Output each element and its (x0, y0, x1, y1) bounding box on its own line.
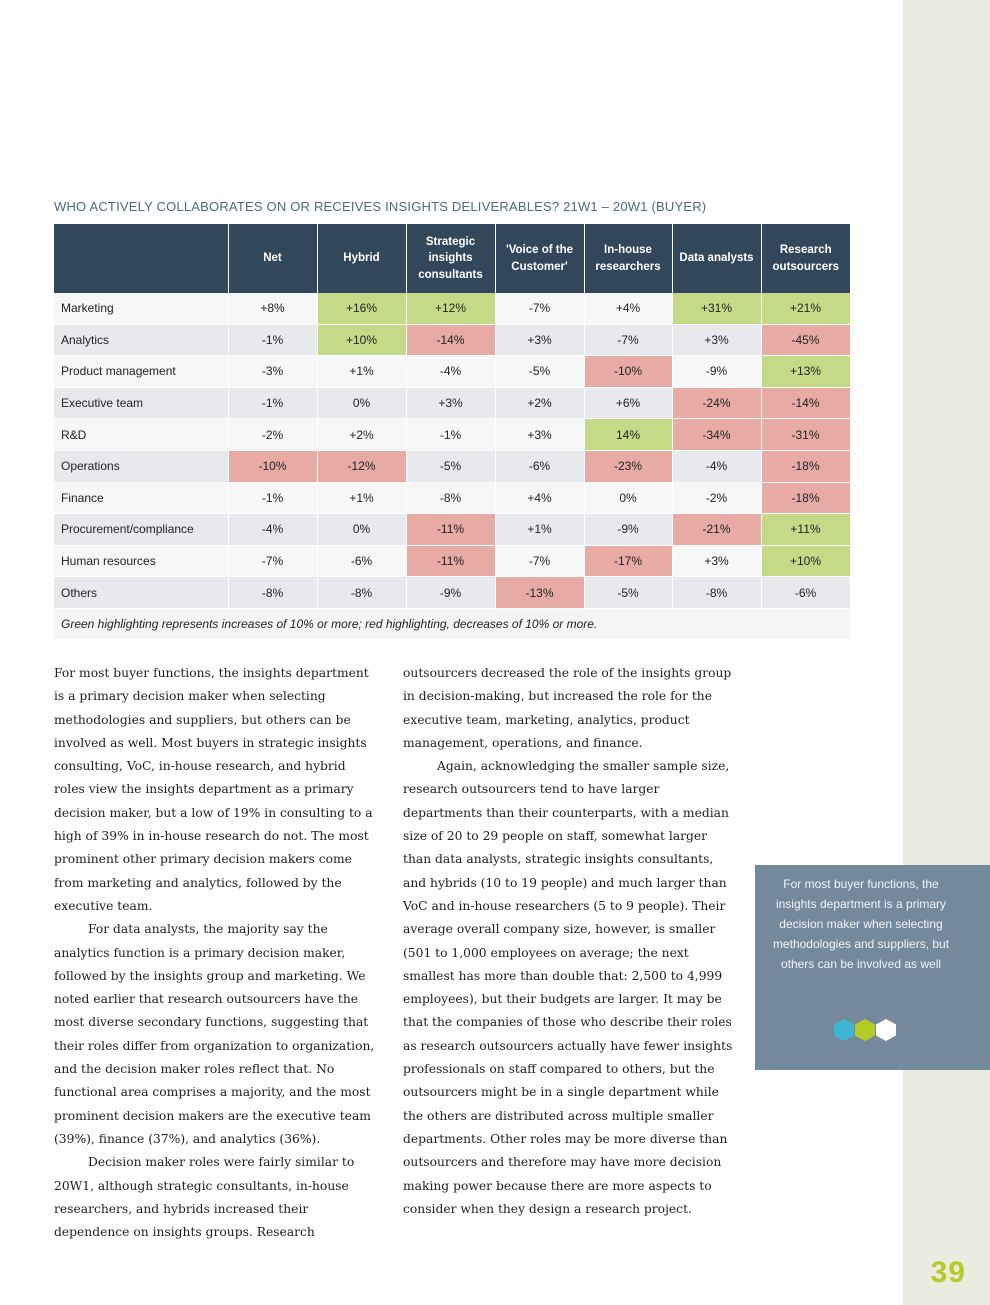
table-cell: -8% (672, 577, 761, 609)
table-cell: -23% (584, 450, 672, 482)
table-cell: +6% (584, 387, 672, 419)
table-cell: -8% (406, 482, 495, 514)
sidebar-strip (903, 0, 990, 1305)
table-cell: +3% (495, 419, 584, 451)
table-row (54, 545, 850, 577)
body-column-right (403, 662, 733, 1221)
row-label: Marketing (54, 293, 228, 324)
paragraph: Again, acknowledging the smaller sample size, research outsourcers tend to have larger departments than their counterparts, with a median size of 20 to 29 people on staff, somewhat larger than data analysts, strategic insights consultants, and hybrids (10 to 19 people) and much larger than VoC and in-house researchers (5 to 9 people). Their average overall company size, however, is smaller (501 to 1,000 employees on average; the next smallest has more than double that: 2,500 to 4,999 employees), but their budgets are larger. It may be that the companies of those who describe their roles as research outsourcers actually have fewer insights professionals on staff compared to others, but the outsourcers might be in a single department while the others are distributed across multiple smaller departments. Other roles may be more diverse than outsourcers and therefore may have more decision making power because there are more aspects to consider when they design a research project. (403, 759, 733, 1216)
table-cell: +1% (317, 356, 406, 388)
header-cell: Data analysts (672, 224, 761, 293)
table-row (54, 387, 850, 419)
table-header-row (54, 224, 850, 293)
table-cell: +1% (317, 482, 406, 514)
header-cell: Strategic insights consultants (406, 224, 495, 293)
header-cell: Net (228, 224, 317, 293)
table-cell: -7% (584, 324, 672, 356)
table-row (54, 450, 850, 482)
table-cell: -10% (228, 450, 317, 482)
table-cell: -4% (406, 356, 495, 388)
hexagon-white-icon (875, 1018, 897, 1042)
table-cell: -10% (584, 356, 672, 388)
body-column-left (54, 662, 376, 1244)
header-cell: Research outsourcers (761, 224, 850, 293)
table-cell: +16% (317, 293, 406, 324)
row-label: Others (54, 577, 228, 609)
table-cell: -4% (672, 450, 761, 482)
page-number: 39 (930, 1256, 966, 1289)
table-cell: -24% (672, 387, 761, 419)
table-cell: -31% (761, 419, 850, 451)
table-cell: -1% (228, 324, 317, 356)
table-cell: +10% (761, 545, 850, 577)
table-cell: -21% (672, 514, 761, 546)
table-cell: -18% (761, 482, 850, 514)
table-footnote: Green highlighting represents increases of 10% or more; red highlighting, decreases of 10% or more. (54, 608, 850, 639)
paragraph: For data analysts, the majority say the analytics function is a primary decision maker, followed by the insights group and marketing. We noted earlier that research outsourcers have the most diverse secondary functions, suggesting that their roles differ from organization to organization, and the decision maker roles reflect that. No functional area comprises a majority, and the most prominent decision makers are the executive team (39%), finance (37%), and analytics (36%). (54, 922, 375, 1146)
table-cell: +3% (406, 387, 495, 419)
table-cell: -13% (495, 577, 584, 609)
row-label: R&D (54, 419, 228, 451)
table-cell: -17% (584, 545, 672, 577)
table-cell: -5% (584, 577, 672, 609)
table-cell: +4% (584, 293, 672, 324)
table-cell: +3% (495, 324, 584, 356)
header-cell: In-house researchers (584, 224, 672, 293)
table-cell: -18% (761, 450, 850, 482)
table-cell: -14% (406, 324, 495, 356)
table-cell: -7% (495, 293, 584, 324)
header-cell (54, 224, 228, 293)
table-cell: -9% (406, 577, 495, 609)
table-cell: -9% (584, 514, 672, 546)
table-cell: +3% (672, 324, 761, 356)
row-label: Operations (54, 450, 228, 482)
table-cell: +21% (761, 293, 850, 324)
header-cell: Hybrid (317, 224, 406, 293)
table-cell: -4% (228, 514, 317, 546)
table-cell: -11% (406, 545, 495, 577)
row-label: Product management (54, 356, 228, 388)
table-cell: -2% (228, 419, 317, 451)
table-cell: -1% (228, 482, 317, 514)
hexagon-decoration (833, 1018, 897, 1042)
table-cell: +11% (761, 514, 850, 546)
table-row (54, 324, 850, 356)
table-row (54, 514, 850, 546)
table-cell: -3% (228, 356, 317, 388)
table-cell: 14% (584, 419, 672, 451)
table-row (54, 293, 850, 324)
table-row (54, 356, 850, 388)
paragraph: outsourcers decreased the role of the insights group in decision-making, but increased the role for the executive team, marketing, analytics, product management, operations, and finance. (403, 666, 732, 750)
row-label: Human resources (54, 545, 228, 577)
table-cell: -9% (672, 356, 761, 388)
table-cell: -7% (228, 545, 317, 577)
table-cell: +31% (672, 293, 761, 324)
data-table (54, 224, 851, 640)
table-cell: +8% (228, 293, 317, 324)
pull-quote-callout (755, 865, 990, 1070)
hexagon-green-icon (854, 1018, 876, 1042)
table-cell: 0% (584, 482, 672, 514)
table-cell: -6% (317, 545, 406, 577)
row-label: Finance (54, 482, 228, 514)
table-cell: -5% (406, 450, 495, 482)
table-cell: +4% (495, 482, 584, 514)
table-cell: -45% (761, 324, 850, 356)
table-cell: +12% (406, 293, 495, 324)
table-cell: -14% (761, 387, 850, 419)
header-cell: 'Voice of the Customer' (495, 224, 584, 293)
paragraph: For most buyer functions, the insights department is a primary decision maker when selecting methodologies and suppliers, but others can be involved as well. Most buyers in strategic insights consulting, VoC, in-house research, and hybrid roles view the insights department as a primary decision maker, but a low of 19% in consulting to a high of 39% in in-house research do not. The most prominent other primary decision makers come from marketing and analytics, followed by the executive team. (54, 666, 373, 913)
table-title: WHO ACTIVELY COLLABORATES ON OR RECEIVES INSIGHTS DELIVERABLES? 21W1 – 20W1 (BUYER) (54, 199, 707, 214)
row-label: Analytics (54, 324, 228, 356)
table-cell: -8% (317, 577, 406, 609)
table-cell: -8% (228, 577, 317, 609)
hexagon-blue-icon (833, 1018, 855, 1042)
table-cell: +2% (317, 419, 406, 451)
table-cell: 0% (317, 387, 406, 419)
table-cell: +10% (317, 324, 406, 356)
paragraph: Decision maker roles were fairly similar to 20W1, although strategic consultants, in-house researchers, and hybrids increased their dependence on insights groups. Research (54, 1155, 355, 1240)
table-row (54, 482, 850, 514)
table-cell: -1% (228, 387, 317, 419)
row-label: Executive team (54, 387, 228, 419)
table-cell: -34% (672, 419, 761, 451)
table-cell: -5% (495, 356, 584, 388)
table-cell: -2% (672, 482, 761, 514)
table-body (54, 293, 850, 608)
table-row (54, 577, 850, 609)
row-label: Procurement/compliance (54, 514, 228, 546)
table-cell: +13% (761, 356, 850, 388)
table-cell: +3% (672, 545, 761, 577)
table-cell: -6% (495, 450, 584, 482)
table-cell: +1% (495, 514, 584, 546)
table-cell: -6% (761, 577, 850, 609)
table-row (54, 419, 850, 451)
pull-quote-text: For most buyer functions, the insights department is a primary decision maker when selecting methodologies and suppliers, but others can be involved as well (772, 877, 950, 971)
table-cell: -7% (495, 545, 584, 577)
table-cell: +2% (495, 387, 584, 419)
table-cell: 0% (317, 514, 406, 546)
table-cell: -1% (406, 419, 495, 451)
table-cell: -11% (406, 514, 495, 546)
table-cell: -12% (317, 450, 406, 482)
